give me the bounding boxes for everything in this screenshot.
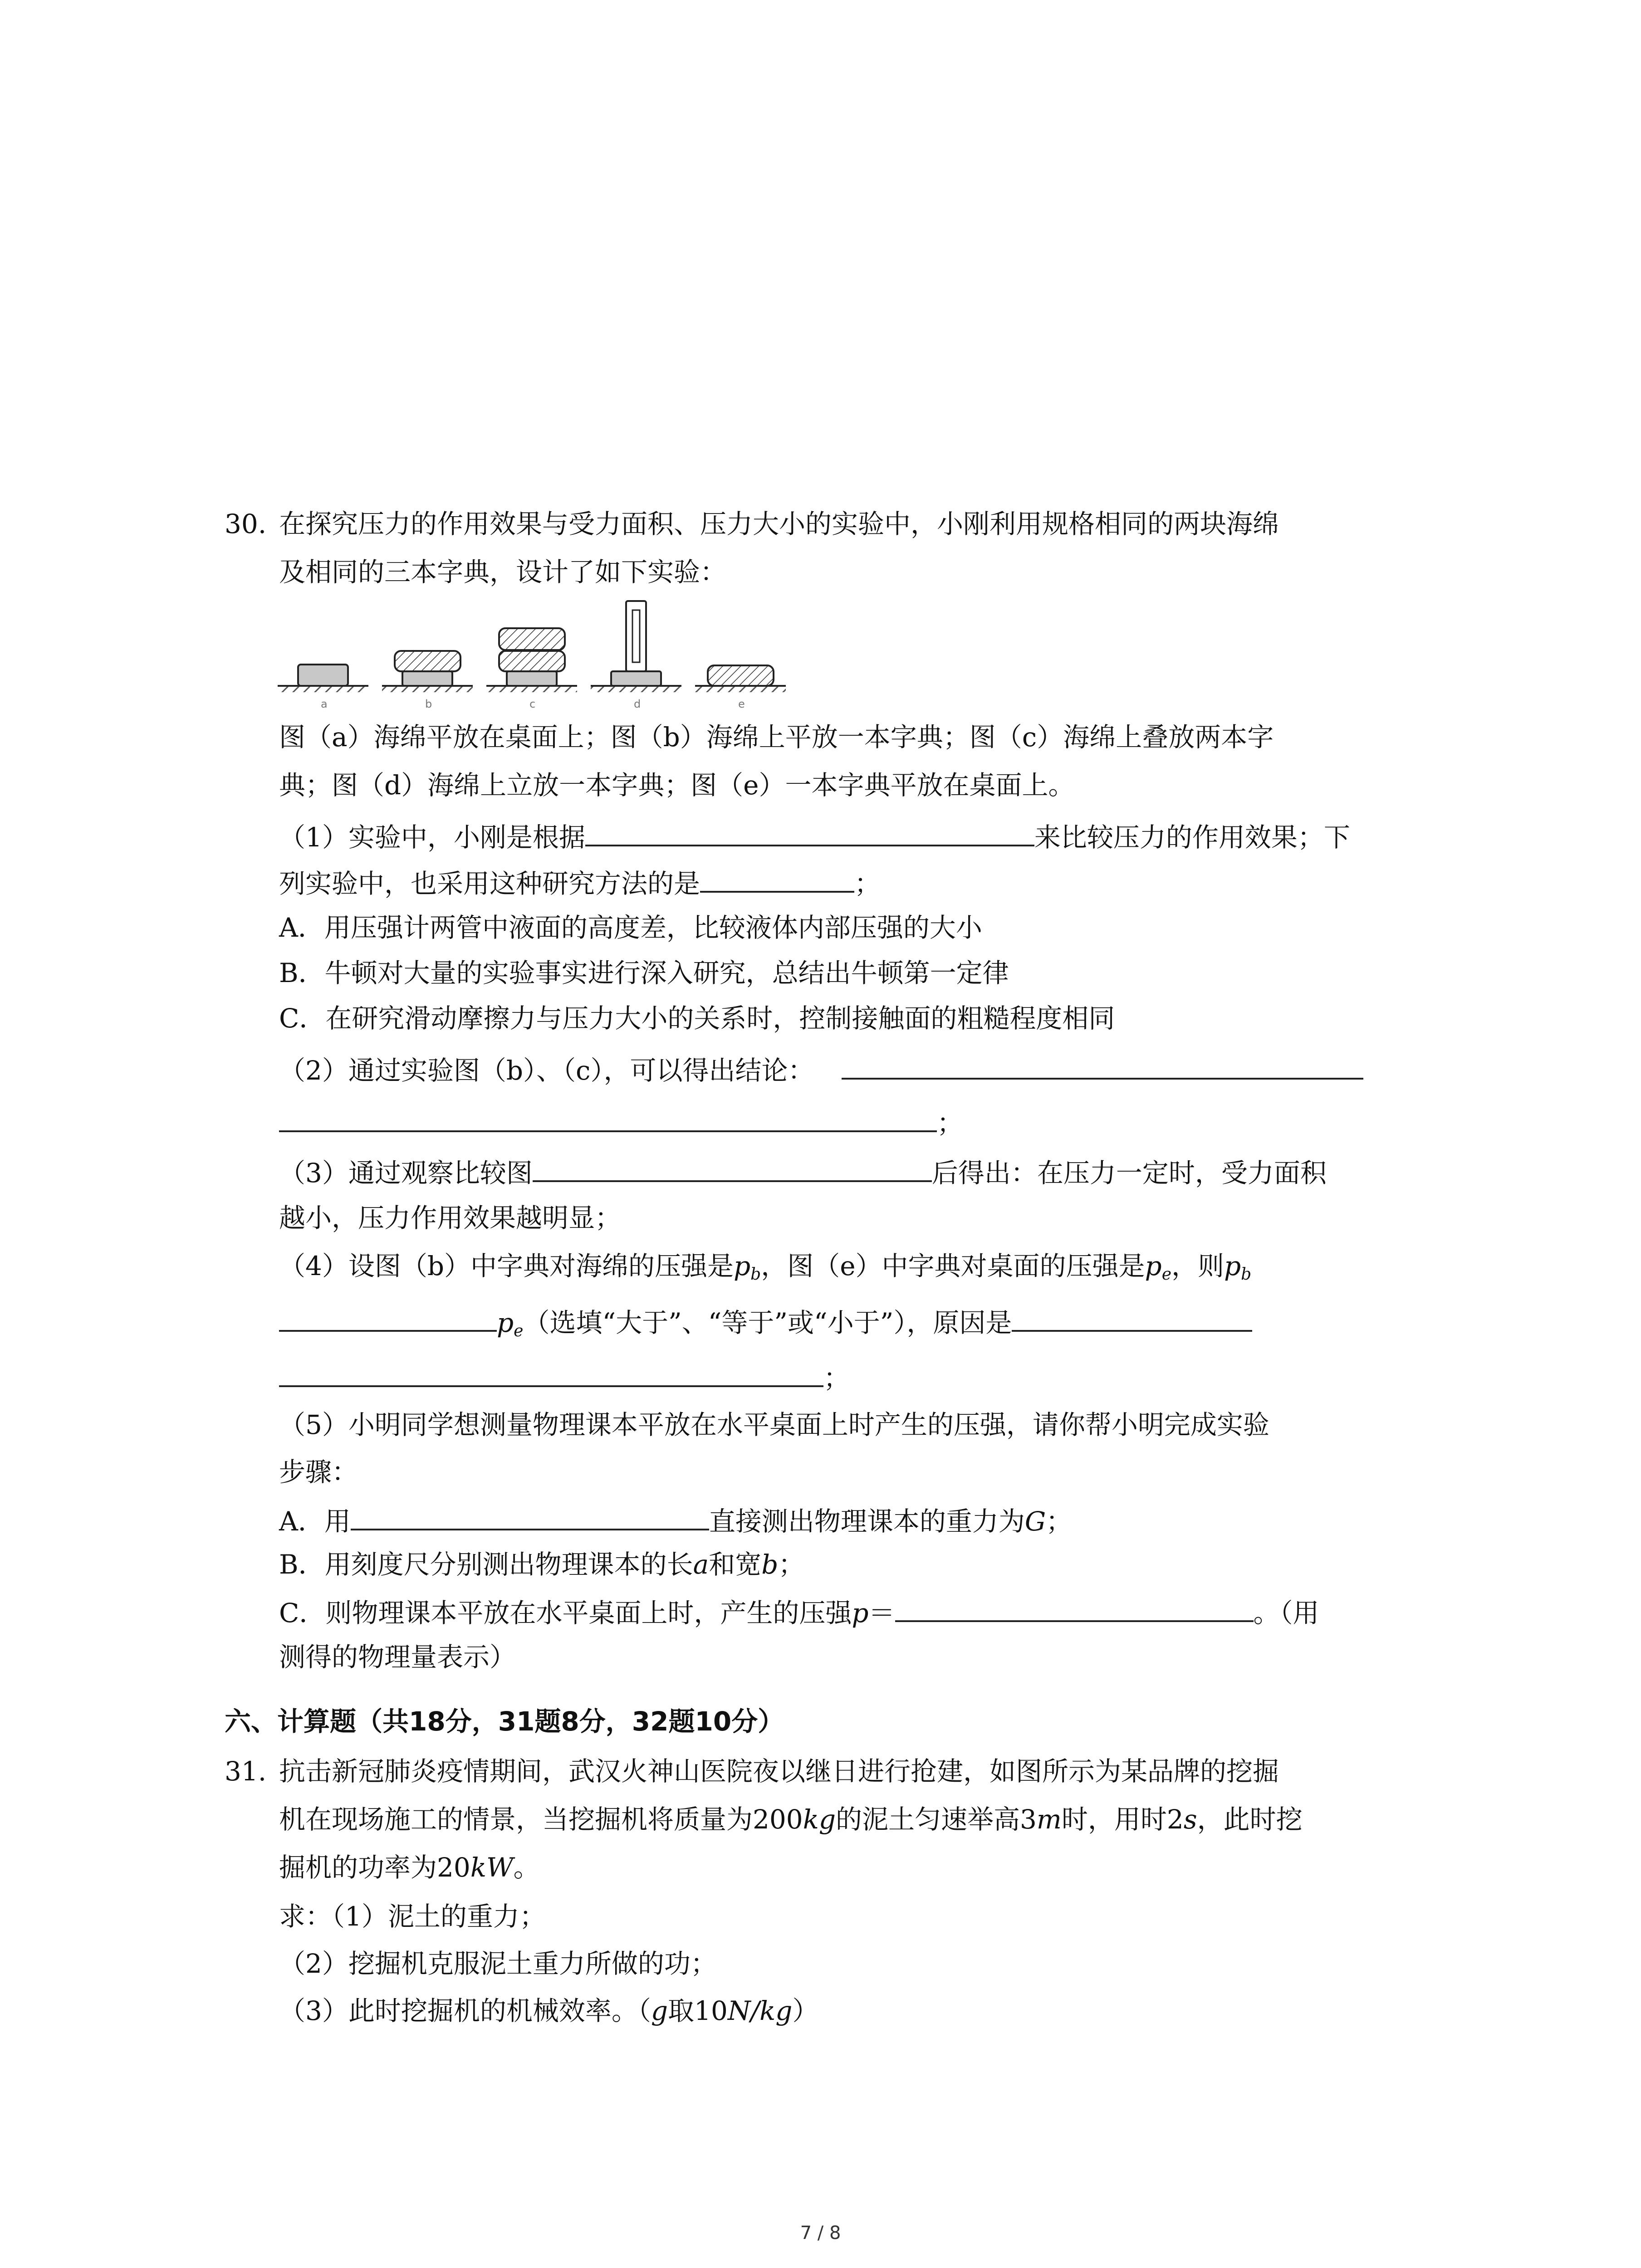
- unit-m: m: [1036, 1804, 1062, 1835]
- q30-part1-end: ；: [854, 868, 881, 899]
- q31-ask3-end: ）: [792, 1995, 819, 2026]
- figure-caption-line1: 图（a）海绵平放在桌面上；图（b）海绵上平放一本字典；图（c）海绵上叠放两本字: [279, 722, 1274, 753]
- q31-ask3-a: （3）此时挖掘机的机械效率。（: [279, 1995, 651, 2026]
- q30-part4-line3: [279, 1360, 850, 1394]
- q30-part4-text-d: （选填“大于”、“等于”或“小于”），原因是: [523, 1307, 1012, 1338]
- q31-line2-d: ，此时挖: [1197, 1804, 1303, 1835]
- figure-caption-line2: 典；图（d）海绵上立放一本字典；图（e）一本字典平放在桌面上。: [279, 770, 1075, 801]
- unit-kw: kW: [470, 1852, 514, 1883]
- q30-part3-text-b: 后得出：在压力一定时，受力面积: [931, 1158, 1327, 1188]
- q30-step-c-line2: 测得的物理量表示）: [279, 1642, 516, 1672]
- q30-step-c-end: 。（用: [1253, 1598, 1319, 1628]
- q30-part4-text-a: （4）设图（b）中字典对海绵的压强是: [279, 1251, 734, 1281]
- unit-n-per-kg: N/kg: [727, 1995, 793, 2026]
- q30-step-b-mid: 和宽: [709, 1549, 762, 1580]
- q30-step-a: [279, 1503, 1072, 1537]
- q30-part3-blank[interactable]: [533, 1155, 932, 1182]
- q30-part1-text-a: （1）实验中，小刚是根据: [279, 822, 585, 853]
- symbol-pb: p: [734, 1251, 751, 1281]
- figure-e: [695, 665, 786, 710]
- symbol-G: G: [1024, 1506, 1046, 1537]
- q30-intro-line1: 在探究压力的作用效果与受力面积、压力大小的实验中，小刚利用规格相同的两块海绵: [279, 508, 1279, 539]
- q30-step-b-end: ；: [778, 1549, 805, 1580]
- figure-label-c: c: [529, 698, 536, 710]
- question-30-number: 30.: [225, 508, 267, 539]
- q30-part2-end: ；: [937, 1108, 964, 1139]
- figure-label-b: b: [425, 698, 432, 710]
- q30-step-b-text: B．用刻度尺分别测出物理课本的长: [279, 1549, 693, 1580]
- q30-option-a: A．用压强计两管中液面的高度差，比较液体内部压强的大小: [279, 912, 982, 943]
- q31-line2-b: 的泥土匀速举高3: [836, 1804, 1037, 1835]
- q30-part1-line1: [279, 819, 1350, 853]
- q30-part2-blank2[interactable]: [279, 1105, 937, 1132]
- q30-part2-blank1[interactable]: [842, 1052, 1363, 1080]
- q30-option-c: C．在研究滑动摩擦力与压力大小的关系时，控制接触面的粗糙程度相同: [279, 1003, 1115, 1034]
- q31-line2-a: 机在现场施工的情景，当挖掘机将质量为200: [279, 1804, 803, 1835]
- symbol-pb-sub: b: [750, 1265, 761, 1284]
- q30-step-c-text: C．则物理课本平放在水平桌面上时，产生的压强: [279, 1598, 852, 1628]
- q30-part1-blank1[interactable]: [585, 819, 1034, 846]
- q30-part4-line1: [279, 1250, 1251, 1290]
- q30-part1-blank2[interactable]: [700, 865, 854, 893]
- q30-part4-blank1[interactable]: [279, 1305, 497, 1332]
- symbol-pb-2: p: [1224, 1251, 1241, 1281]
- figure-label-d: d: [634, 698, 641, 710]
- symbol-b: b: [761, 1549, 779, 1580]
- q30-step-a-end: ；: [1046, 1506, 1073, 1537]
- q31-ask3-b: 取10: [668, 1995, 728, 2026]
- q30-part4-line2: [279, 1305, 1252, 1347]
- q30-part1-text-b: 来比较压力的作用效果；下: [1034, 822, 1350, 853]
- figure-c: [486, 628, 577, 710]
- q30-part2-text: （2）通过实验图（b）、（c），可以得出结论：: [279, 1055, 814, 1086]
- symbol-pb-sub-2: b: [1241, 1265, 1252, 1284]
- q31-line3: [279, 1852, 540, 1883]
- q30-part4-end: ；: [823, 1363, 850, 1393]
- q31-ask2: （2）挖掘机克服泥土重力所做的功；: [279, 1948, 717, 1979]
- symbol-pe-sub: e: [1161, 1265, 1171, 1284]
- q30-part1-line2: [279, 865, 881, 899]
- symbol-p: p: [852, 1598, 869, 1628]
- q30-part2-line1: [279, 1052, 1363, 1086]
- figure-a: [278, 665, 368, 710]
- q30-part3-line2: 越小，压力作用效果越明显；: [279, 1202, 622, 1233]
- sponge-experiment-figure: [278, 599, 790, 717]
- unit-kg: kg: [803, 1804, 836, 1835]
- q30-part4-blank2[interactable]: [1012, 1305, 1252, 1332]
- q31-ask1: 求：（1）泥土的重力；: [279, 1901, 546, 1932]
- symbol-pe-2: p: [497, 1307, 514, 1338]
- q30-option-b: B．牛顿对大量的实验事实进行深入研究，总结出牛顿第一定律: [279, 958, 1009, 988]
- symbol-a: a: [693, 1549, 709, 1580]
- q30-part4-text-c: ，则: [1171, 1251, 1225, 1281]
- section-6-heading: 六、计算题（共18分，31题8分，32题10分）: [225, 1706, 784, 1737]
- figure-label-a: a: [321, 698, 328, 710]
- symbol-g: g: [651, 1995, 668, 2026]
- q30-step-c: [279, 1595, 1319, 1629]
- page-number: 7 / 8: [800, 2223, 841, 2244]
- q30-part5-line2: 步骤：: [279, 1457, 358, 1487]
- q31-line3-end: 。: [513, 1852, 540, 1883]
- q30-part4-blank3[interactable]: [279, 1360, 823, 1387]
- q30-step-a-text-b: 直接测出物理课本的重力为: [709, 1506, 1025, 1537]
- q30-step-b: [279, 1549, 804, 1580]
- q30-step-c-blank[interactable]: [895, 1595, 1254, 1622]
- unit-s: s: [1183, 1804, 1197, 1835]
- q30-part2-line2: [279, 1105, 963, 1139]
- q31-ask3: [279, 1995, 818, 2027]
- figure-d: [591, 601, 681, 710]
- figure-b: [382, 651, 473, 710]
- q31-line3-a: 掘机的功率为20: [279, 1852, 470, 1883]
- q30-step-c-eq: ＝: [868, 1598, 895, 1628]
- question-31-number: 31.: [225, 1756, 267, 1787]
- q31-line1: 抗击新冠肺炎疫情期间，武汉火神山医院夜以继日进行抢建，如图所示为某品牌的挖掘: [279, 1756, 1279, 1787]
- q30-intro-line2: 及相同的三本字典，设计了如下实验：: [279, 557, 727, 587]
- q31-line2: [279, 1804, 1303, 1835]
- q31-line2-c: 时，用时2: [1061, 1804, 1184, 1835]
- q30-part3-line1: [279, 1155, 1327, 1189]
- figure-label-e: e: [738, 698, 745, 710]
- q30-part1-text-c: 列实验中，也采用这种研究方法的是: [279, 868, 700, 899]
- q30-part3-text-a: （3）通过观察比较图: [279, 1158, 533, 1188]
- q30-step-a-text: A．用: [279, 1506, 351, 1537]
- symbol-pe-sub-2: e: [514, 1322, 524, 1340]
- symbol-pe: p: [1145, 1251, 1162, 1281]
- q30-step-a-blank[interactable]: [351, 1503, 709, 1530]
- q30-part5-line1: （5）小明同学想测量物理课本平放在水平桌面上时产生的压强，请你帮小明完成实验: [279, 1409, 1269, 1440]
- q30-part4-text-b: ，图（e）中字典对桌面的压强是: [761, 1251, 1145, 1281]
